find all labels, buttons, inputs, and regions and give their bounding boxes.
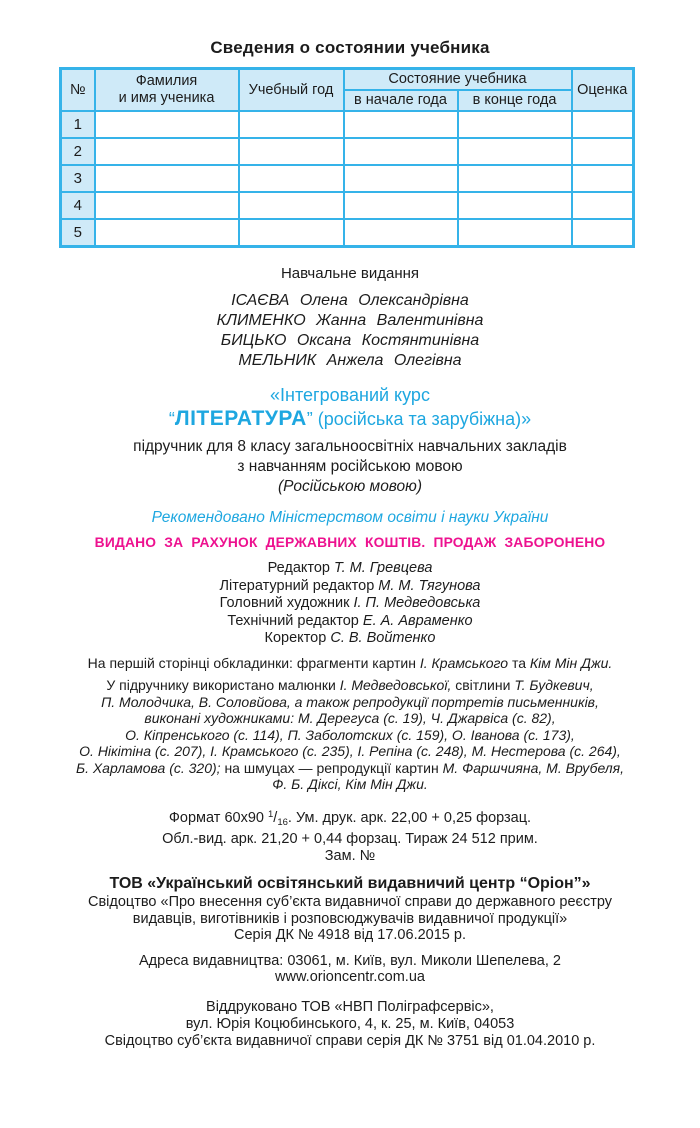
cell-school-year <box>239 111 344 138</box>
book-title-rest: ” (російська та зарубіжна)» <box>306 409 532 429</box>
book-title-main: ЛІТЕРАТУРА <box>174 407 307 430</box>
staff-role: Технічний редактор <box>227 612 359 629</box>
cell-end-condition <box>458 111 572 138</box>
cell-school-year <box>239 165 344 192</box>
format-line2: Обл.-вид. арк. 21,20 + 0,44 форзац. Тираж 24 512 прим. <box>162 831 538 847</box>
format-fraction-denominator: 16 <box>277 816 288 828</box>
ministry-recommendation: Рекомендовано Міністерством освіти і науки України <box>151 509 549 526</box>
publisher-name: ТОВ «Український освітянський видавничий центр “Оріон”» <box>109 875 591 892</box>
author-name: МЕЛЬНИК Анжела Олегівна <box>238 352 462 369</box>
cell-begin-condition <box>344 138 458 165</box>
cell-student-name <box>95 111 239 138</box>
col-header-year-end: в конце года <box>458 90 572 111</box>
book-title-line2 <box>0 406 700 432</box>
print-format-block <box>0 807 700 865</box>
col-header-school-year: Учебный год <box>239 69 344 112</box>
col-header-student-name-line2: и имя ученика <box>118 90 215 106</box>
staff-role: Коректор <box>264 630 327 646</box>
credits-text: на шмуцах — репродукції картин <box>224 759 443 776</box>
author-name: ІСАЄВА Олена Олександрівна <box>231 292 469 309</box>
staff-line <box>0 560 700 578</box>
certificate-line: Серія ДК № 4918 від 17.06.2015 р. <box>234 927 466 943</box>
cell-school-year <box>239 192 344 219</box>
subtitle-line1: підручник для 8 класу загальноосвітніх навчальних закладів <box>133 438 567 455</box>
condition-table-body <box>61 111 634 247</box>
row-number: 3 <box>61 165 95 192</box>
illustration-credits <box>0 677 700 793</box>
cell-grade <box>572 138 634 165</box>
cell-grade <box>572 192 634 219</box>
printer-line: вул. Юрія Коцюбинського, 4, к. 25, м. Київ, 04053 <box>185 1015 515 1032</box>
row-number: 1 <box>61 111 95 138</box>
credits-line <box>0 677 700 694</box>
subtitle-block <box>0 437 700 497</box>
cell-end-condition <box>458 138 572 165</box>
cell-begin-condition <box>344 111 458 138</box>
credits-text: світлини <box>451 677 515 693</box>
cell-end-condition <box>458 192 572 219</box>
table-row <box>61 192 634 219</box>
credits-line: виконані художниками: М. Дерегуса (с. 19), Ч. Джарвіса (с. 82), <box>144 710 556 726</box>
staff-name: Т. М. Гревцева <box>334 560 433 576</box>
cell-begin-condition <box>344 192 458 219</box>
staff-role: Редактор <box>267 560 330 576</box>
cell-student-name <box>95 165 239 192</box>
edition-type-label: Навчальне видання <box>280 265 420 282</box>
table-title: Сведения о состоянии учебника <box>210 38 490 57</box>
staff-line <box>0 630 700 648</box>
certificate-line: Свідоцтво «Про внесення суб’єкта видавничої справи до державного реєстру <box>88 894 612 910</box>
cell-grade <box>572 219 634 247</box>
table-row <box>61 111 634 138</box>
staff-block <box>0 560 700 648</box>
title-open-quote: “ <box>168 409 175 429</box>
state-funds-notice: ВИДАНО ЗА РАХУНОК ДЕРЖАВНИХ КОШТІВ. ПРОДАЖ ЗАБОРОНЕНО <box>94 535 606 550</box>
publisher-certificate <box>0 894 700 944</box>
cover-credit-note <box>0 655 700 672</box>
cell-school-year <box>239 219 344 247</box>
staff-role: Головний художник <box>219 595 350 611</box>
cover-credit-text: та <box>508 654 530 671</box>
condition-table <box>59 67 635 248</box>
publisher-address: Адреса видавництва: 03061, м. Київ, вул. Миколи Шепелева, 2 <box>139 952 561 969</box>
cell-begin-condition <box>344 219 458 247</box>
credits-artist: І. Медведовської, <box>339 677 452 693</box>
imprint-page <box>0 38 700 1128</box>
author-name: КЛИМЕНКО Жанна Валентинівна <box>216 312 484 329</box>
publisher-website: www.orioncentr.com.ua <box>275 969 425 985</box>
author-name: БИЦЬКО Оксана Костянтинівна <box>220 332 480 349</box>
cover-credit-artist: І. Крамського <box>419 654 509 671</box>
staff-name: І. П. Медведовська <box>353 595 481 611</box>
credits-artist: Б. Харламова (с. 320); <box>75 759 225 776</box>
format-text: Формат 60х90 <box>168 809 268 826</box>
cell-end-condition <box>458 165 572 192</box>
col-header-number: № <box>61 69 95 112</box>
format-fraction-numerator: 1 <box>267 808 274 820</box>
staff-line <box>0 613 700 631</box>
authors-block <box>0 291 700 371</box>
format-text: . Ум. друк. арк. 22,00 + 0,25 форзац. <box>287 809 532 826</box>
staff-role: Літературний редактор <box>219 577 375 594</box>
staff-line <box>0 578 700 596</box>
cell-end-condition <box>458 219 572 247</box>
row-number: 5 <box>61 219 95 247</box>
publisher-address-block <box>0 953 700 986</box>
staff-name: С. В. Войтенко <box>330 630 436 646</box>
col-header-condition: Состояние учебника <box>344 69 572 91</box>
staff-name: М. М. Тягунова <box>378 577 481 594</box>
printer-line: Свідоцтво суб’єкта видавничої справи серія ДК № 3751 від 01.04.2010 р. <box>104 1032 596 1049</box>
credits-artist: Т. Будкевич, <box>514 677 594 693</box>
printer-line: Віддруковано ТОВ «НВП Поліграфсервіс», <box>206 998 494 1015</box>
col-header-student-name <box>95 69 239 112</box>
col-header-year-begin: в начале года <box>344 90 458 111</box>
col-header-grade: Оценка <box>572 69 634 112</box>
order-number-line: Зам. № <box>324 847 376 864</box>
language-note: (Російською мовою) <box>278 478 422 495</box>
credits-line: О. Кіпренського (с. 114), П. Заболотских (с. 159), О. Іванова (с. 173), <box>125 726 575 743</box>
certificate-line: видавців, виготівників і розповсюджувачів видавничої продукції» <box>132 910 568 927</box>
cover-credit-artist: Кім Мін Джи. <box>529 654 613 671</box>
row-number: 2 <box>61 138 95 165</box>
subtitle-line2: з навчанням російською мовою <box>237 458 463 475</box>
credits-line: О. Нікітіна (с. 207), І. Крамського (с. 235), І. Репіна (с. 248), М. Нестерова (с. 264), <box>79 743 621 759</box>
cell-grade <box>572 165 634 192</box>
credits-line <box>0 760 700 777</box>
staff-name: Е. А. Авраменко <box>362 612 473 629</box>
table-row <box>61 219 634 247</box>
cell-grade <box>572 111 634 138</box>
printer-block <box>0 999 700 1050</box>
cover-credit-text: На першій сторінці обкладинки: фрагменти картин <box>87 654 420 671</box>
credits-artist: М. Фаршчияна, М. Врубеля, <box>442 759 625 776</box>
credits-line: П. Молодчика, В. Соловйова, а також репродукції портретів письменників, <box>101 693 599 710</box>
format-fraction-slash: / <box>273 809 278 826</box>
format-line1 <box>0 807 700 832</box>
staff-line <box>0 595 700 613</box>
credits-line: Ф. Б. Діксі, Кім Мін Джи. <box>272 776 428 792</box>
cell-begin-condition <box>344 165 458 192</box>
book-title-line1: «Інтегрований курс <box>270 385 430 405</box>
table-row <box>61 138 634 165</box>
row-number: 4 <box>61 192 95 219</box>
credits-text: У підручнику використано малюнки <box>106 677 340 693</box>
cell-student-name <box>95 192 239 219</box>
cell-student-name <box>95 138 239 165</box>
cell-school-year <box>239 138 344 165</box>
cell-student-name <box>95 219 239 247</box>
col-header-student-name-line1: Фамилия <box>135 73 198 89</box>
table-row <box>61 165 634 192</box>
